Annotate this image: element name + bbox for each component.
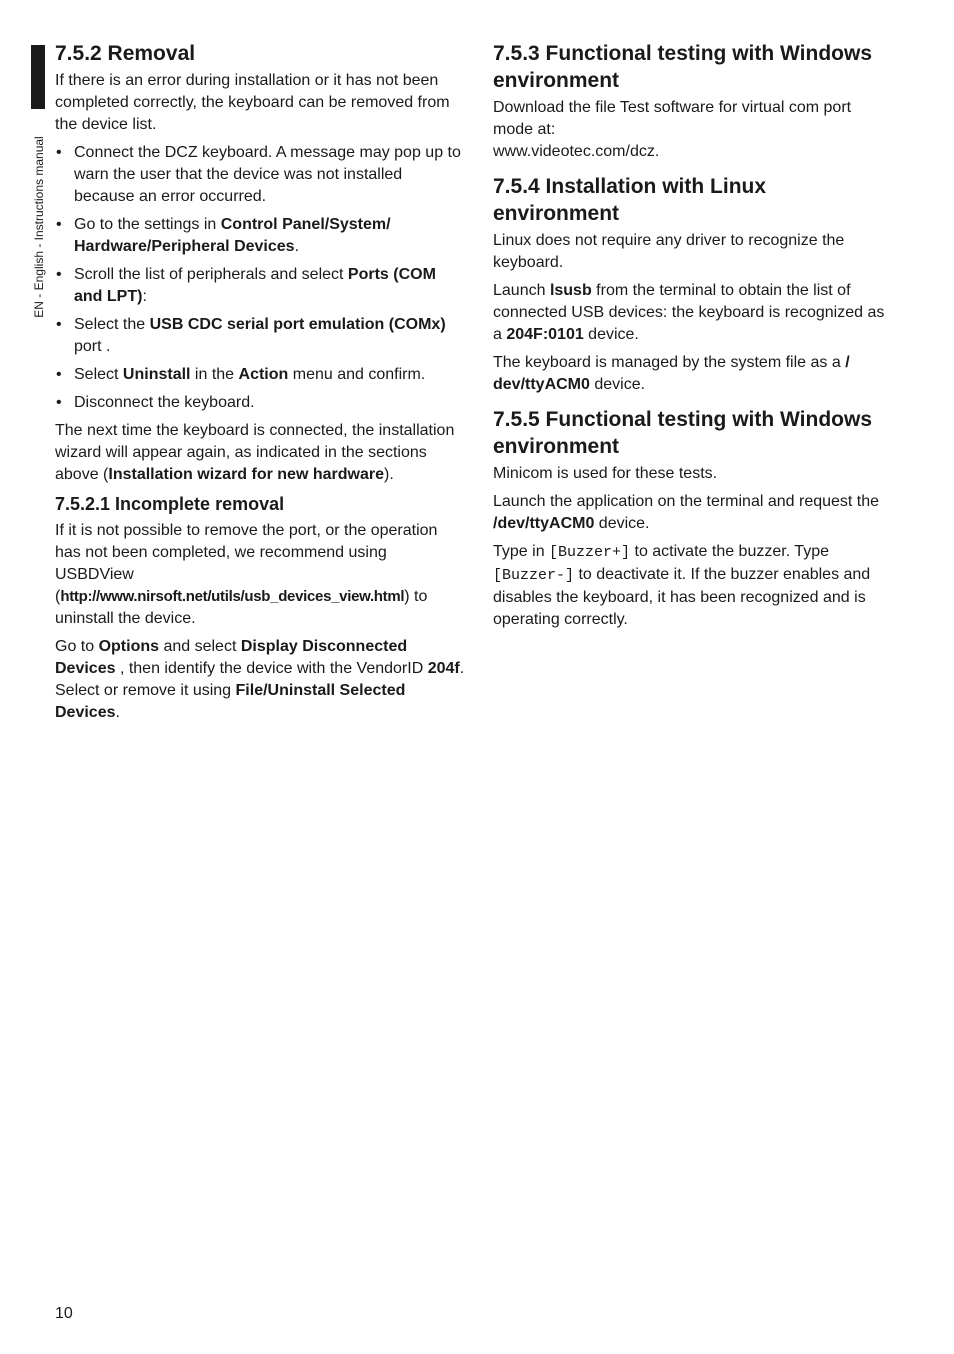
list-item: • Go to the settings in Control Panel/System/ Hardware/Peripheral Devices. [55, 214, 465, 258]
side-tab-marker [31, 45, 45, 109]
usbdview-url: http://www.nirsoft.net/utils/usb_devices_view.html [60, 588, 405, 605]
buzzer-off-code: [Buzzer-] [493, 567, 575, 584]
download-url: www.videotec.com/dcz. [493, 143, 660, 160]
incomplete-removal-paragraph: If it is not possible to remove the port, or the operation has not been completed, we recommend using USBDView (http://www.nirsoft.net/utils/usb_devices_view.html) to uninstall the device. [55, 522, 438, 627]
next-time-paragraph: The next time the keyboard is connected, the installation wizard will appear again, as indicated in the sections above (Installation wizard for new hardware). [55, 422, 455, 483]
removal-intro: If there is an error during installation or it has not been completed correctly, the keyboard can be removed from the device list. [55, 72, 450, 133]
removal-steps-list [55, 142, 465, 414]
left-column [55, 40, 465, 730]
functional-testing-heading-2: 7.5.5 Functional testing with Windows environment [493, 408, 872, 458]
incomplete-removal-heading: 7.5.2.1 Incomplete removal [55, 494, 285, 514]
list-item: • Scroll the list of peripherals and select Ports (COM and LPT): [55, 264, 465, 308]
launch-paragraph: Launch the application on the terminal and request the /dev/ttyACM0 device. [493, 493, 880, 532]
list-item: • Select the USB CDC serial port emulation (COMx) port . [55, 314, 465, 358]
linux-paragraph-1: Linux does not require any driver to recognize the keyboard. [493, 232, 845, 271]
linux-install-heading: 7.5.4 Installation with Linux environment [493, 175, 767, 225]
linux-paragraph-3: The keyboard is managed by the system file as a / dev/ttyACM0 device. [493, 354, 850, 393]
page-number: 10 [55, 1305, 73, 1322]
buzzer-on-code: [Buzzer+] [549, 544, 631, 561]
removal-heading: 7.5.2 Removal [55, 42, 196, 65]
buzzer-paragraph: Type in [Buzzer+] to activate the buzzer. Type [Buzzer-] to deactivate it. If the buzzer enables and disables the keyboard, it has been recognized and is operating correctly. [493, 543, 871, 628]
linux-paragraph-2: Launch lsusb from the terminal to obtain the list of connected USB devices: the keyboard is recognized as a 204F:0101 device. [493, 282, 885, 343]
right-column [493, 40, 893, 637]
functional-testing-paragraph: Download the file Test software for virtual com port mode at: www.videotec.com/dcz. [493, 99, 852, 160]
list-item: • Connect the DCZ keyboard. A message may pop up to warn the user that the device was not installed because an error occurred. [55, 142, 465, 208]
functional-testing-heading: 7.5.3 Functional testing with Windows environment [493, 42, 872, 92]
side-manual-label: EN - English - Instructions manual [32, 136, 46, 318]
minicom-paragraph: Minicom is used for these tests. [493, 465, 718, 482]
list-item: • Select Uninstall in the Action menu and confirm. [55, 364, 465, 386]
list-item: • Disconnect the keyboard. [55, 392, 465, 414]
options-paragraph: Go to Options and select Display Disconnected Devices , then identify the device with the VendorID 204f. Select or remove it using File/Uninstall Selected Devices. [55, 638, 465, 721]
